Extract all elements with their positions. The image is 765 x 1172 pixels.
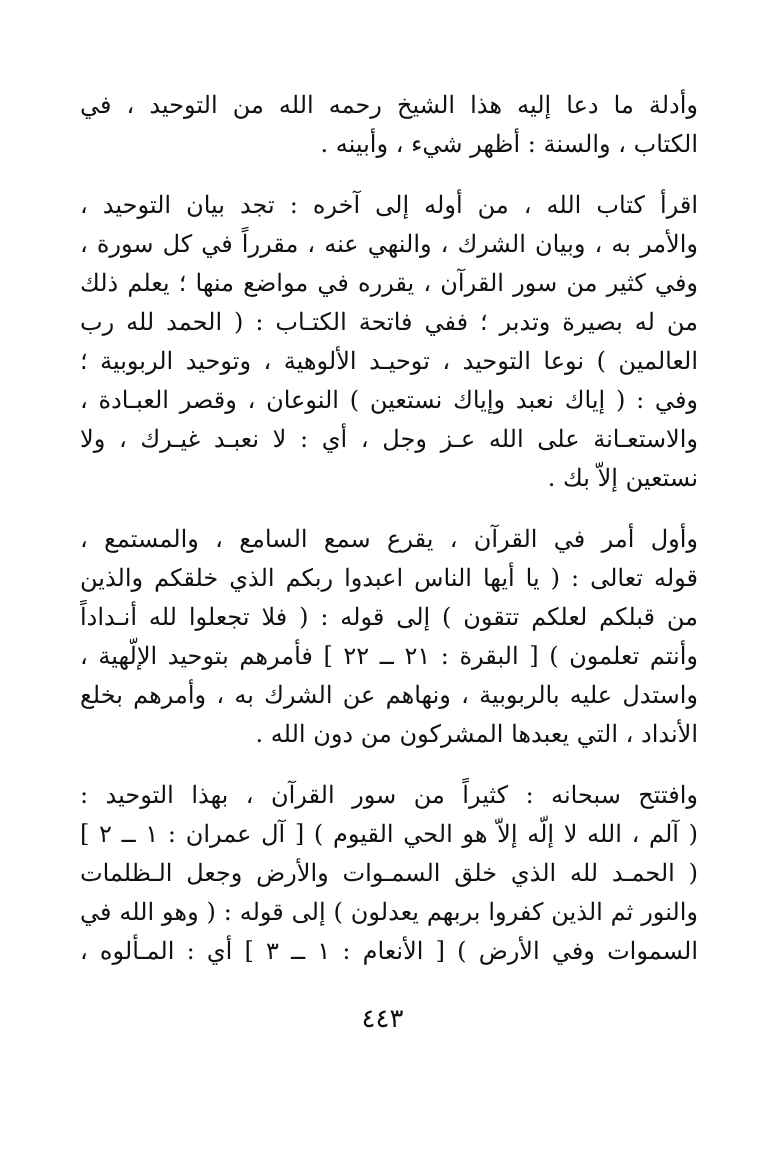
text-line: وأول أمر في القرآن ، يقرع سمع السامع ، والمستمع ، — [80, 525, 698, 553]
paragraph-3 — [80, 520, 698, 754]
text-line: وفي : ( إياك نعبد وإياك نستعين ) النوعان ، وقصر العبـادة ، — [80, 386, 698, 414]
text-line: وافتتح سبحانه : كثيراً من سور القرآن ، بهذا التوحيد : — [80, 781, 698, 809]
text-line: اقرأ كتاب الله ، من أوله إلى آخره : تجد بيان التوحيد ، — [80, 191, 698, 219]
text-line: ( آلم ، الله لا إلّه إلاّ هو الحي القيوم ) [ آل عمران : ١ ــ ٢ ] — [80, 820, 698, 848]
text-line: والاستعـانة على الله عـز وجل ، أي : لا نعبـد غيـرك ، ولا — [80, 425, 698, 453]
paragraph-2 — [80, 186, 698, 498]
text-line: وأنتم تعلمون ) [ البقرة : ٢١ ــ ٢٢ ] فأمرهم بتوحيد الإلّهية ، — [80, 642, 698, 670]
text-line: من قبلكم لعلكم تتقون ) إلى قوله : ( فلا تجعلوا لله أنـداداً — [80, 603, 698, 631]
page-body — [80, 86, 698, 993]
text-line: السموات وفي الأرض ) [ الأنعام : ١ ــ ٣ ] أي : المـألوه ، — [80, 937, 698, 965]
text-line: نستعين إلاّ بك . — [547, 464, 698, 492]
text-line: من له بصيرة وتدبر ؛ ففي فاتحة الكتـاب : ( الحمد لله رب — [80, 308, 698, 336]
paragraph-1 — [80, 86, 698, 164]
text-line: والأمر به ، وبيان الشرك ، والنهي عنه ، مقرراً في كل سورة ، — [80, 230, 698, 258]
paragraph-4 — [80, 776, 698, 971]
text-line: العالمين ) نوعا التوحيد ، توحيـد الألوهية ، وتوحيد الربوبية ؛ — [80, 347, 698, 375]
text-line: وأدلة ما دعا إليه هذا الشيخ رحمه الله من التوحيد ، في — [80, 91, 698, 119]
text-line: ( الحمـد لله الذي خلق السمـوات والأرض وجعل الـظلمات — [80, 859, 698, 887]
text-line: الأنداد ، التي يعبدها المشركون من دون الله . — [255, 720, 698, 748]
page-number: ٤٤٣ — [361, 1004, 404, 1034]
text-line: الكتاب ، والسنة : أظهر شيء ، وأبينه . — [320, 130, 698, 158]
text-line: وفي كثير من سور القرآن ، يقرره في مواضع منها ؛ يعلم ذلك — [80, 269, 698, 297]
text-line: واستدل عليه بالربوبية ، ونهاهم عن الشرك به ، وأمرهم بخلع — [80, 681, 698, 709]
text-line: والنور ثم الذين كفروا بربهم يعدلون ) إلى قوله : ( وهو الله في — [80, 898, 698, 926]
text-line: قوله تعالى : ( يا أيها الناس اعبدوا ربكم الذي خلقكم والذين — [80, 564, 698, 592]
